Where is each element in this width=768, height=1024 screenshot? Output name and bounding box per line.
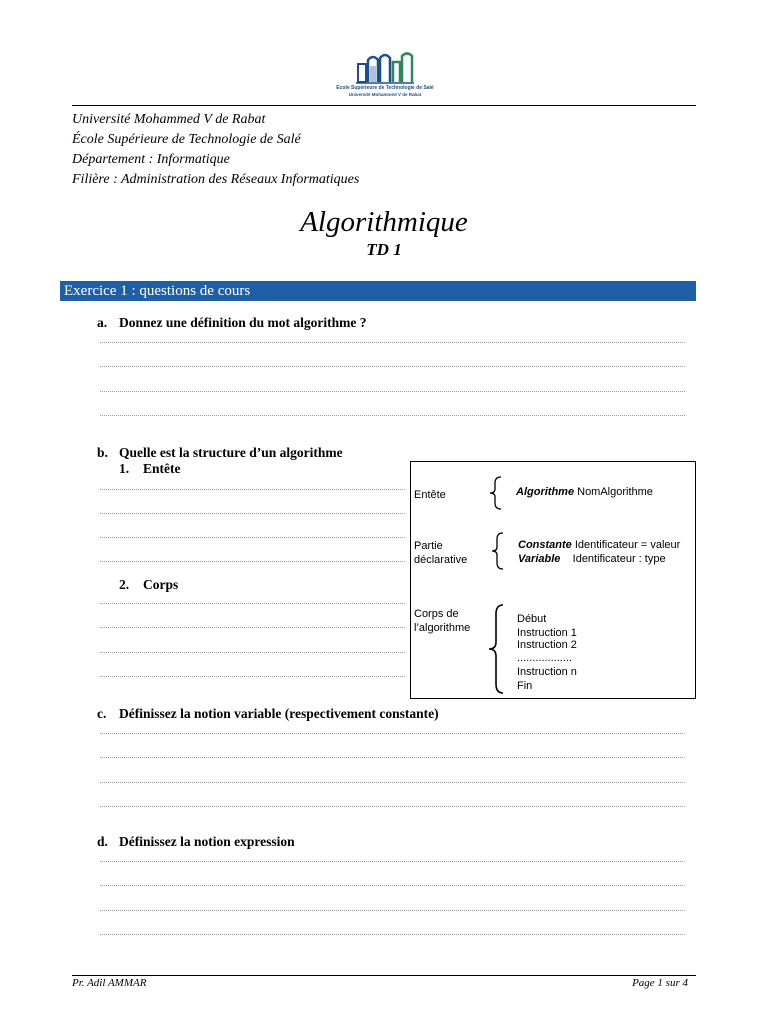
answer-line[interactable] <box>100 489 405 490</box>
footer-page-number: Page 1 sur 4 <box>632 977 688 989</box>
question-c-label: c. <box>97 706 107 721</box>
question-b-sub-corps <box>119 577 178 593</box>
variable-definition: Identificateur : type <box>572 553 666 565</box>
sub-entete-number: 1. <box>119 461 130 476</box>
diagram-decl-label-1: Partie <box>414 540 443 552</box>
question-c-text: Définissez la notion variable (respectivement constante) <box>119 706 439 721</box>
question-b <box>97 445 343 461</box>
footer-author: Pr. Adil AMMAR <box>72 977 147 989</box>
diagram-decl-label-2: déclarative <box>414 554 468 566</box>
keyword-constante: Constante <box>518 539 572 551</box>
answer-line[interactable] <box>100 627 405 628</box>
diagram-entete-label: Entête <box>414 489 446 501</box>
algorithm-structure-diagram <box>410 461 696 699</box>
diagram-corps-label-2: l’algorithme <box>414 622 471 634</box>
document-subtitle: TD 1 <box>366 240 402 259</box>
answer-line[interactable] <box>100 603 405 604</box>
sub-corps-text: Corps <box>143 577 179 592</box>
entete-brace-icon <box>489 476 503 510</box>
answer-line[interactable] <box>100 391 685 392</box>
footer-divider <box>72 975 696 976</box>
exercise-heading: Exercice 1 : questions de cours <box>60 281 696 301</box>
diagram-corps-label-1: Corps de <box>414 608 459 620</box>
question-a-label: a. <box>97 315 108 330</box>
question-d-text: Définissez la notion expression <box>119 834 295 849</box>
diagram-corps-line: Instruction 2 <box>517 639 577 651</box>
diagram-decl-variable <box>518 552 666 566</box>
question-b-sub-entete <box>119 461 181 477</box>
answer-line[interactable] <box>100 910 685 911</box>
diagram-corps-line: Instruction n <box>517 666 577 678</box>
school-logo <box>330 52 440 102</box>
header-divider <box>72 105 696 106</box>
question-a <box>97 315 367 331</box>
answer-line[interactable] <box>100 757 685 758</box>
answer-line[interactable] <box>100 652 405 653</box>
answer-line[interactable] <box>100 806 685 807</box>
answer-line[interactable] <box>100 415 685 416</box>
sub-entete-text: Entête <box>143 461 181 476</box>
question-b-text: Quelle est la structure d’un algorithme <box>119 445 343 460</box>
constante-definition: Identificateur = valeur <box>574 539 681 551</box>
diagram-corps-line: Début <box>517 613 547 625</box>
answer-line[interactable] <box>100 733 685 734</box>
institution-line-department: Département : Informatique <box>72 152 230 167</box>
answer-line[interactable] <box>100 782 685 783</box>
question-d <box>97 834 295 850</box>
institution-line-school: École Supérieure de Technologie de Salé <box>72 132 301 147</box>
institution-line-program: Filière : Administration des Réseaux Informatiques <box>72 172 360 187</box>
answer-line[interactable] <box>100 885 685 886</box>
keyword-algorithme: Algorithme <box>516 486 575 498</box>
diagram-corps-line: Instruction 1 <box>517 627 577 639</box>
body-brace-icon <box>487 604 505 694</box>
answer-line[interactable] <box>100 366 685 367</box>
institution-line-university: Université Mohammed V de Rabat <box>72 112 266 127</box>
logo-university-name: Université Mohammed V de Rabat <box>348 92 422 97</box>
question-b-label: b. <box>97 445 108 460</box>
diagram-decl-constante <box>518 538 680 552</box>
question-d-label: d. <box>97 834 108 849</box>
diagram-corps-line: Fin <box>517 680 533 692</box>
entete-name: NomAlgorithme <box>577 486 653 498</box>
school-logo-icon <box>356 52 414 84</box>
document-title: Algorithmique <box>300 206 468 238</box>
answer-line[interactable] <box>100 537 405 538</box>
declaration-brace-icon <box>491 532 505 570</box>
answer-line[interactable] <box>100 676 405 677</box>
keyword-variable: Variable <box>518 553 561 565</box>
sub-corps-number: 2. <box>119 577 130 592</box>
question-c <box>97 706 439 722</box>
answer-line[interactable] <box>100 513 405 514</box>
question-a-text: Donnez une définition du mot algorithme ? <box>119 315 367 330</box>
answer-line[interactable] <box>100 342 685 343</box>
answer-line[interactable] <box>100 934 685 935</box>
diagram-corps-line: .................. <box>517 652 573 664</box>
answer-line[interactable] <box>100 561 405 562</box>
diagram-entete-line <box>516 485 653 499</box>
answer-line[interactable] <box>100 861 685 862</box>
logo-school-name: Ecole Supérieure de Technologie de Salé <box>336 85 434 91</box>
